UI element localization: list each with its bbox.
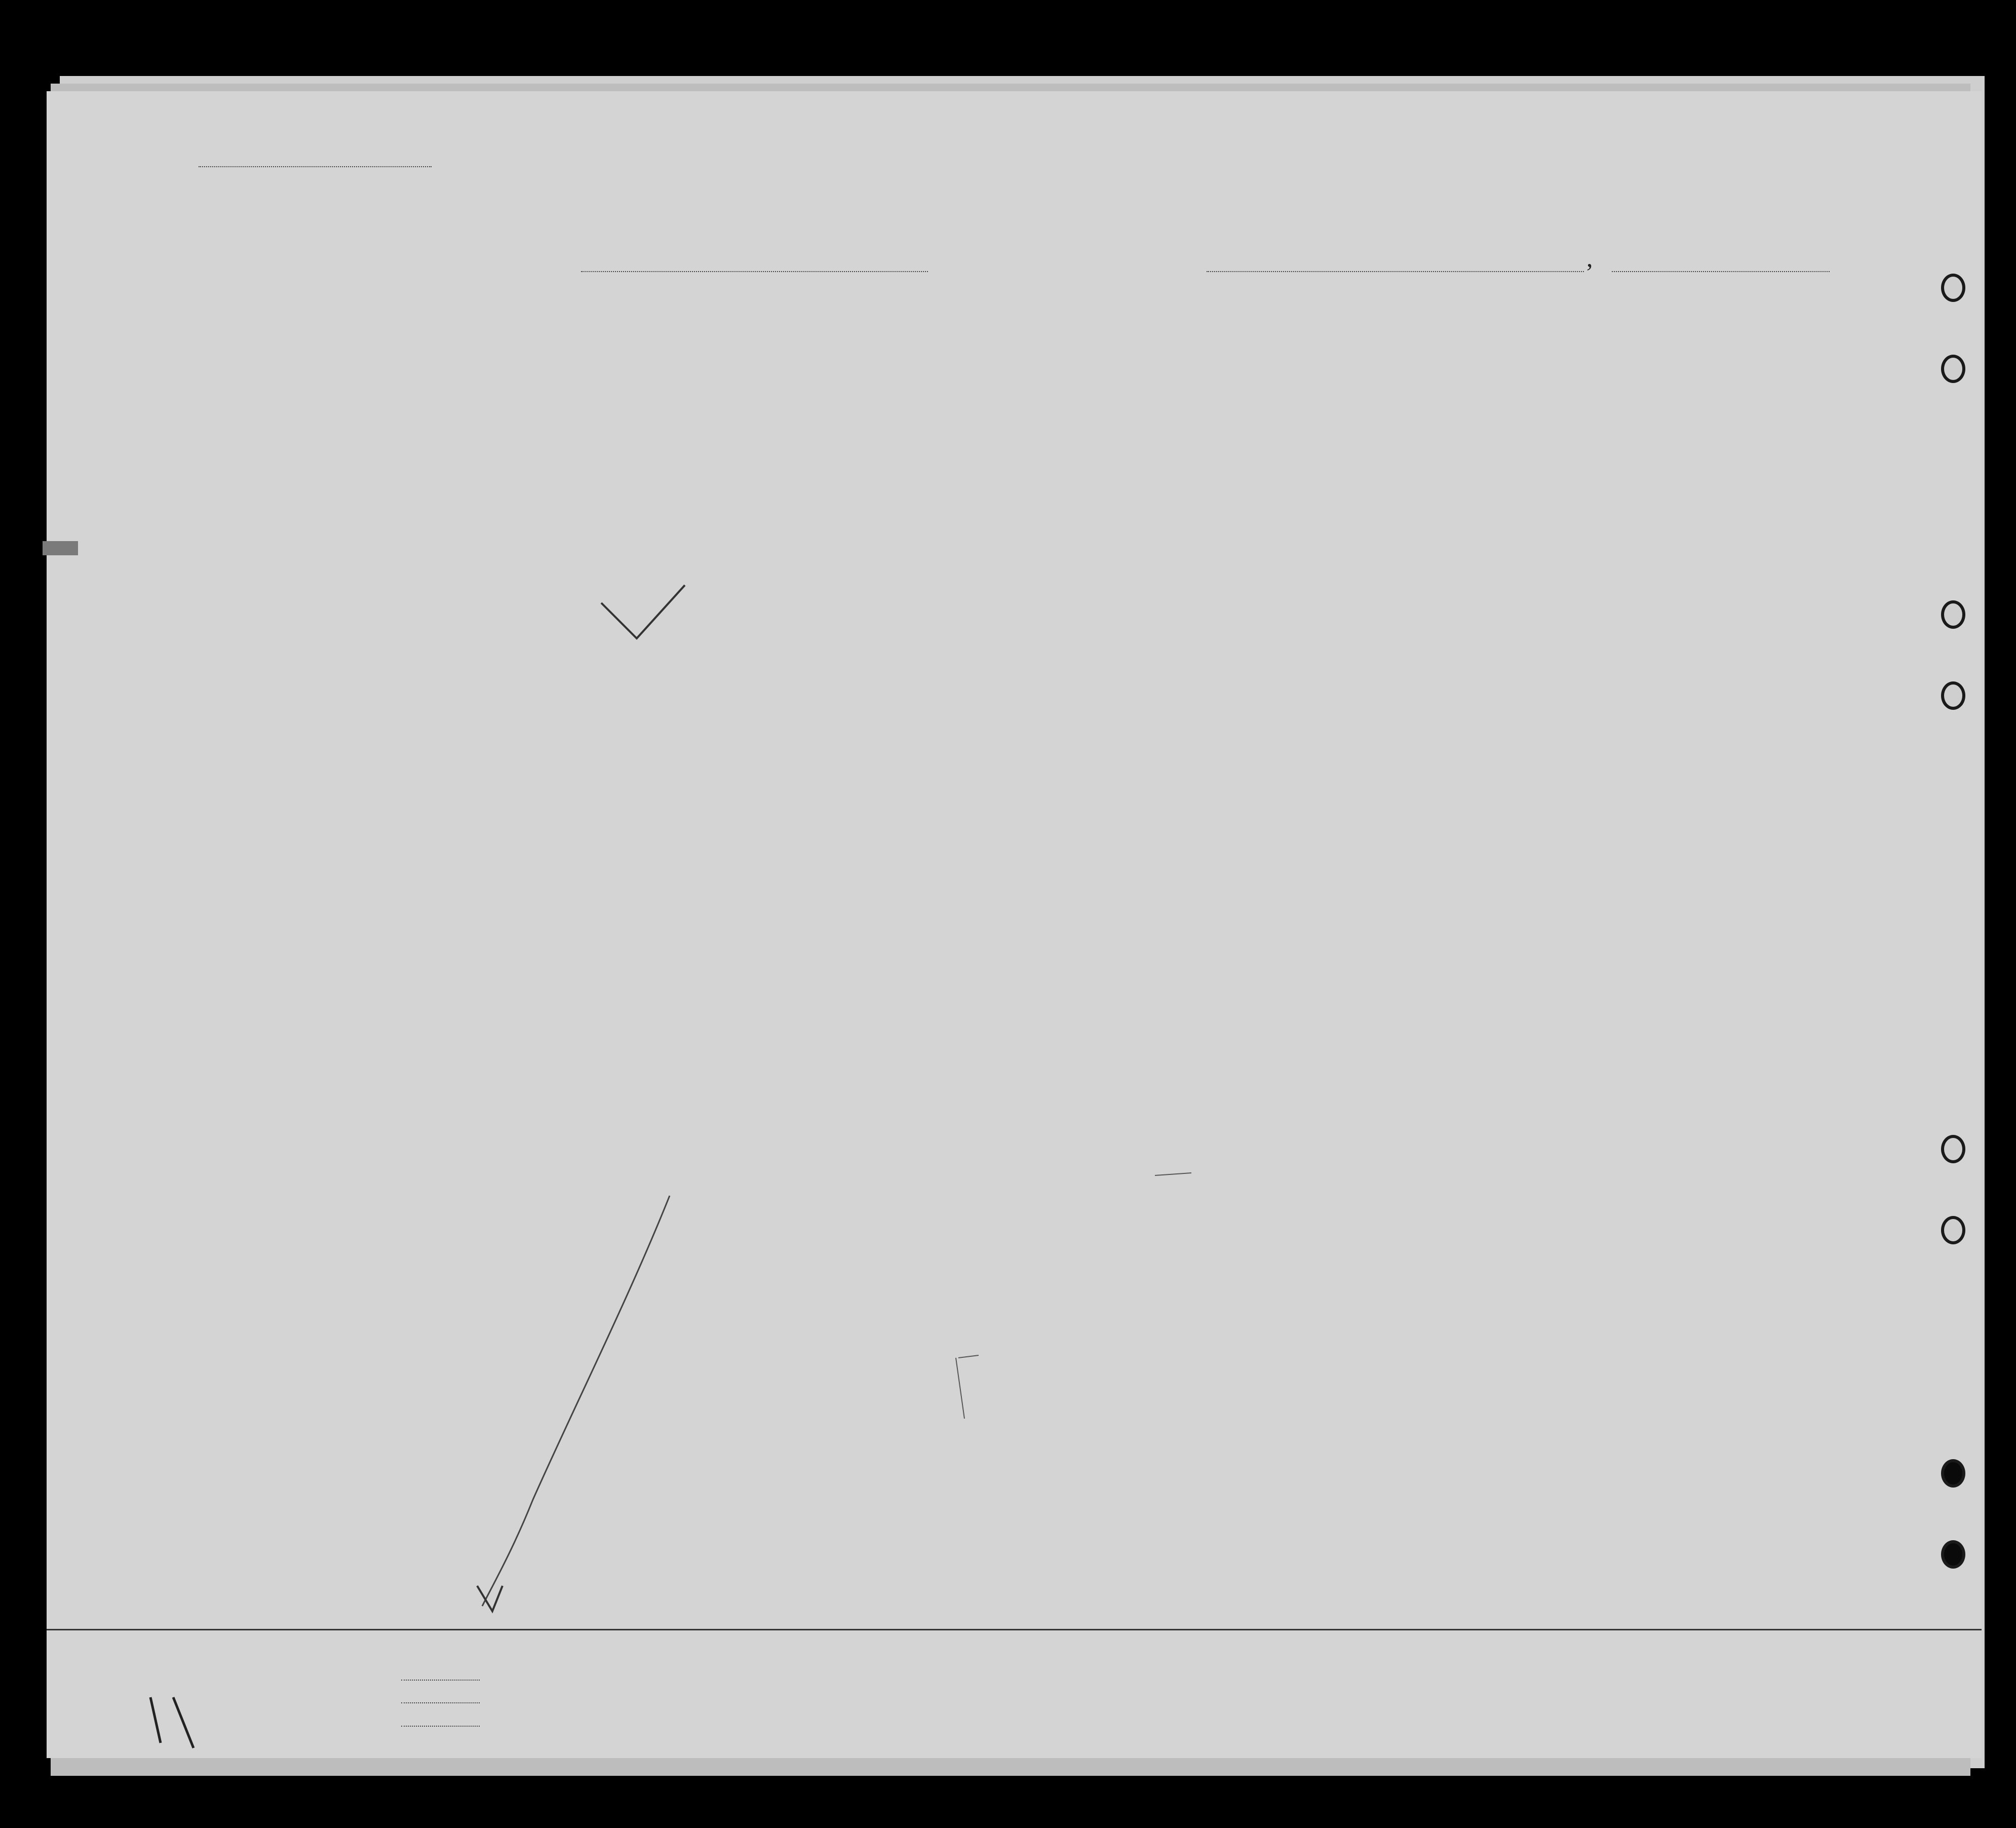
binder-hole bbox=[1941, 681, 1965, 710]
pen-marks bbox=[47, 91, 1982, 1758]
manifest-sheet bbox=[47, 91, 1982, 1758]
binder-hole bbox=[1941, 600, 1965, 629]
binder-hole bbox=[1941, 355, 1965, 383]
binder-hole bbox=[1941, 1540, 1965, 1569]
comma: , bbox=[1586, 244, 1593, 272]
total-passengers-line bbox=[401, 1680, 480, 1681]
us-citizens-line bbox=[401, 1702, 480, 1703]
aliens-line bbox=[401, 1726, 480, 1727]
binder-hole bbox=[1941, 1135, 1965, 1163]
footer-rule bbox=[47, 1629, 1982, 1630]
binder-hole bbox=[1941, 1216, 1965, 1244]
binder-hole bbox=[1941, 274, 1965, 302]
binder-hole bbox=[1941, 1459, 1965, 1488]
